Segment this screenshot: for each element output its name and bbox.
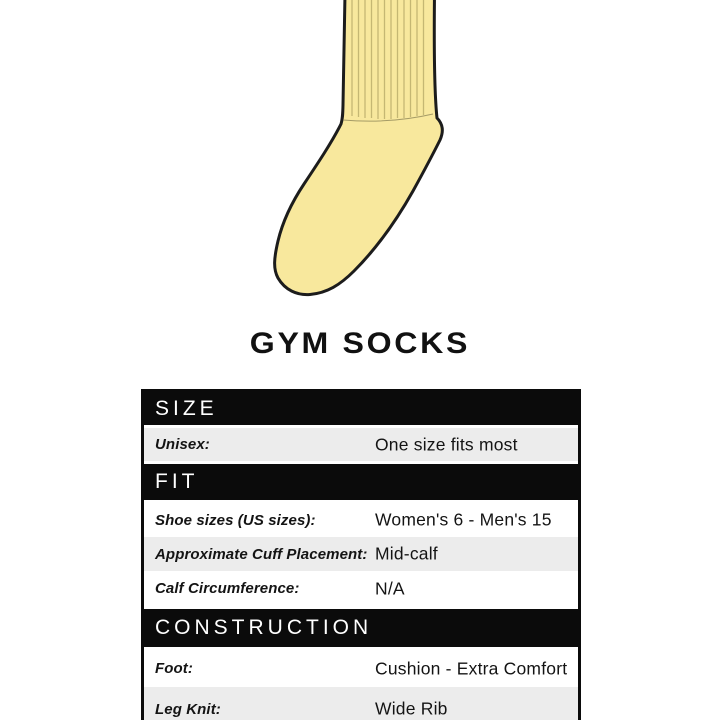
spec-value: N/A bbox=[375, 578, 405, 598]
spec-row-shoe-sizes bbox=[144, 503, 578, 537]
spec-label: Unisex: bbox=[155, 436, 210, 453]
section-header-size bbox=[144, 392, 578, 425]
spec-label: Calf Circumference: bbox=[155, 580, 300, 597]
spec-table bbox=[141, 389, 581, 720]
sock-illustration bbox=[0, 0, 720, 312]
spec-label: Shoe sizes (US sizes): bbox=[155, 511, 316, 529]
section-title: FIT bbox=[155, 470, 199, 493]
product-title bbox=[0, 327, 720, 361]
product-title-text: GYM SOCKS bbox=[249, 327, 471, 360]
spec-row-leg-knit bbox=[144, 687, 578, 720]
spec-value: Cushion - Extra Comfort bbox=[375, 658, 568, 678]
spec-value: Wide Rib bbox=[375, 698, 448, 719]
section-title: CONSTRUCTION bbox=[155, 616, 373, 639]
spec-value: Mid-calf bbox=[375, 543, 438, 564]
section-header-construction bbox=[144, 609, 578, 647]
spec-label: Approximate Cuff Placement: bbox=[155, 545, 368, 563]
spec-label: Foot: bbox=[155, 660, 193, 677]
spec-value: Women's 6 - Men's 15 bbox=[375, 509, 552, 530]
spec-label: Leg Knit: bbox=[155, 700, 221, 718]
section-header-fit bbox=[144, 464, 578, 500]
spec-row-calf-circumference bbox=[144, 571, 578, 606]
spec-row-foot bbox=[144, 650, 578, 687]
spec-row-unisex bbox=[144, 428, 578, 461]
section-title: SIZE bbox=[155, 396, 218, 420]
spec-value: One size fits most bbox=[375, 434, 518, 454]
spec-row-cuff-placement bbox=[144, 537, 578, 571]
